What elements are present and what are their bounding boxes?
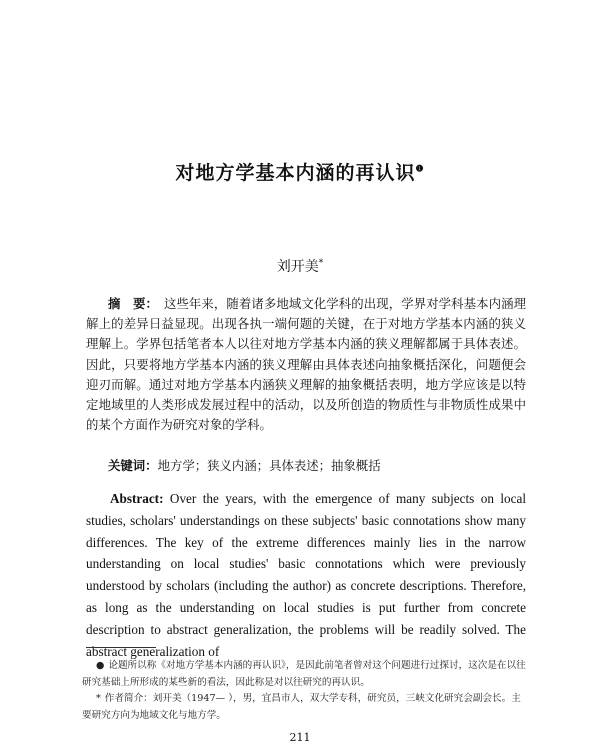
title-footnote-mark: ❶ xyxy=(415,164,425,175)
chinese-abstract-label: 摘 要： xyxy=(108,296,158,311)
english-abstract-label: Abstract: xyxy=(110,491,164,506)
title-text: 对地方学基本内涵的再认识 xyxy=(175,162,416,184)
author-footnote-mark: * xyxy=(318,258,324,269)
footnote-text: 作者简介：刘开美（1947— ），男，宜昌市人，双大学专科，研究员，三峡文化研究会副会长。主要研究方向为地域文化与地方学。 xyxy=(82,693,521,721)
keywords-label: 关键词： xyxy=(108,458,158,473)
english-abstract-text: Over the years, with the emergence of many subjects on local studies, scholars' understandings on these subjects' basic connotations show many differences. The key of the extreme differences mainly lies in the narrow understanding on local studies' basic connotations which were previously understood by scholars (including the author) as concrete descriptions. Therefore, as long as the understanding on local studies is put further from concrete description to abstract generalization, the problems will be readily solved. The abstract generalization of xyxy=(86,491,526,659)
keywords-text: 地方学；狭义内涵；具体表述；抽象概括 xyxy=(157,458,381,473)
footnotes xyxy=(82,658,530,724)
author-name: 刘开美 xyxy=(276,259,319,275)
footnote-item xyxy=(82,658,530,691)
article-title xyxy=(0,158,600,185)
footnote-text: 论题所以称《对地方学基本内涵的再认识》，是因此前笔者曾对这个问题进行过探讨，这次是在以往研究基础上所形成的某些新的看法，因此称是对以往研究的再认识。 xyxy=(82,660,526,688)
footnote-item xyxy=(82,691,530,724)
author-line xyxy=(0,256,600,276)
footnote-divider xyxy=(86,647,156,648)
chinese-abstract xyxy=(86,294,526,435)
footnote-mark: ● xyxy=(96,660,105,671)
footnote-mark: * xyxy=(96,693,101,705)
chinese-abstract-text: 这些年来，随着诸多地域文化学科的出现，学界对学科基本内涵理解上的差异日益显现。出现各执一端何题的关键，在于对地方学基本内涵的狭义理解上。学界包括笔者本人以往对地方学基本内涵的狭义理解都属于具体表述。因此，只要将地方学基本内涵的狭义理解由具体表述向抽象概括深化，问题便会迎刃而解。通过对地方学基本内涵狭义理解的抽象概括表明，地方学应该是以特定地域里的人类形成发展过程中的活动，以及所创造的物质性与非物质性成果中的某个方面作为研究对象的学科。 xyxy=(86,296,527,433)
page-number: 211 xyxy=(289,731,311,744)
english-abstract xyxy=(86,488,526,662)
chinese-keywords xyxy=(108,456,528,476)
